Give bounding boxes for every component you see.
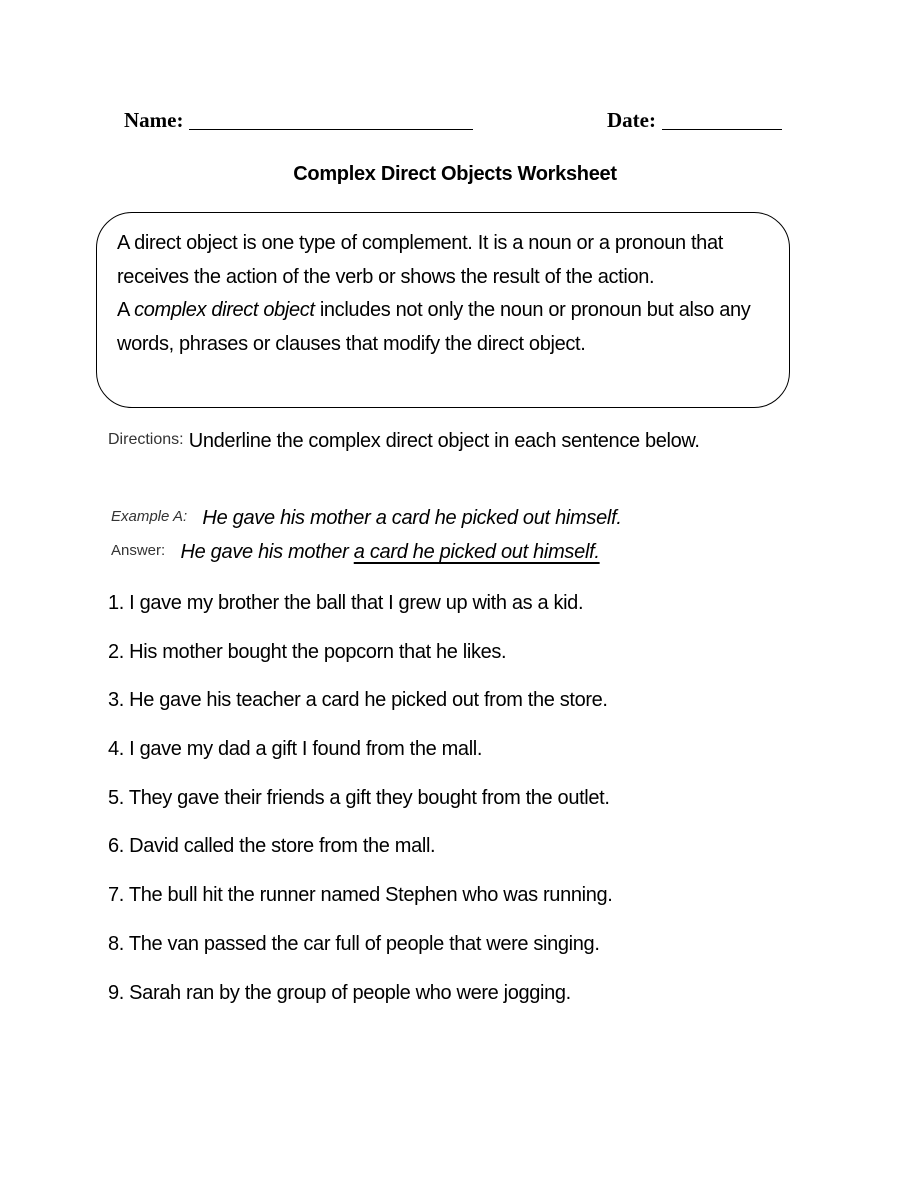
definition-term: complex direct object	[134, 299, 315, 322]
question-item[interactable]: 1. I gave my brother the ball that I grew up with as a kid.	[108, 592, 584, 614]
answer-row	[111, 541, 600, 564]
directions-text: Underline the complex direct object in each sentence below.	[188, 430, 700, 452]
question-item[interactable]: 8. The van passed the car full of people that were singing.	[108, 932, 600, 955]
answer-underlined-object: a card he picked out himself.	[353, 541, 600, 563]
question-item[interactable]: 6. David called the store from the mall.	[108, 835, 436, 858]
example-label: Example A:	[111, 508, 188, 525]
header-row	[124, 106, 786, 136]
definition-suffix: includes not only the noun or pronoun but also any words, phrases or clauses that modify the direct object.	[117, 299, 751, 355]
answer-sentence	[180, 541, 599, 563]
question-item[interactable]: 7. The bull hit the runner named Stephen who was running.	[108, 884, 613, 907]
example-sentence: He gave his mother a card he picked out himself.	[202, 507, 622, 529]
question-item[interactable]: 4. I gave my dad a gift I found from the mall.	[108, 738, 483, 761]
example-row	[111, 507, 622, 530]
question-item[interactable]: 3. He gave his teacher a card he picked out from the store.	[108, 689, 608, 712]
definition-paragraph-2	[117, 294, 777, 361]
name-label: Name:	[124, 108, 184, 132]
definition-prefix: A	[117, 299, 135, 322]
question-item[interactable]: 5. They gave their friends a gift they bought from the outlet.	[108, 786, 610, 809]
answer-label: Answer:	[111, 542, 166, 559]
question-item[interactable]: 2. His mother bought the popcorn that he likes.	[108, 640, 507, 663]
answer-prefix: He gave his mother	[180, 541, 354, 563]
worksheet-title: Complex Direct Objects Worksheet	[293, 163, 617, 185]
date-blank-line[interactable]	[662, 109, 782, 130]
date-field	[607, 106, 782, 133]
directions-label: Directions:	[108, 431, 184, 448]
definition-text	[117, 227, 777, 361]
date-label: Date:	[607, 108, 656, 132]
name-blank-line[interactable]	[189, 109, 473, 130]
definition-paragraph-1: A direct object is one type of complement. It is a noun or a pronoun that receives the action of the verb or shows the result of the action.	[117, 232, 723, 288]
question-item[interactable]: 9. Sarah ran by the group of people who were jogging.	[108, 981, 571, 1004]
directions	[108, 424, 768, 460]
question-list	[108, 589, 808, 1027]
name-field	[124, 106, 473, 133]
